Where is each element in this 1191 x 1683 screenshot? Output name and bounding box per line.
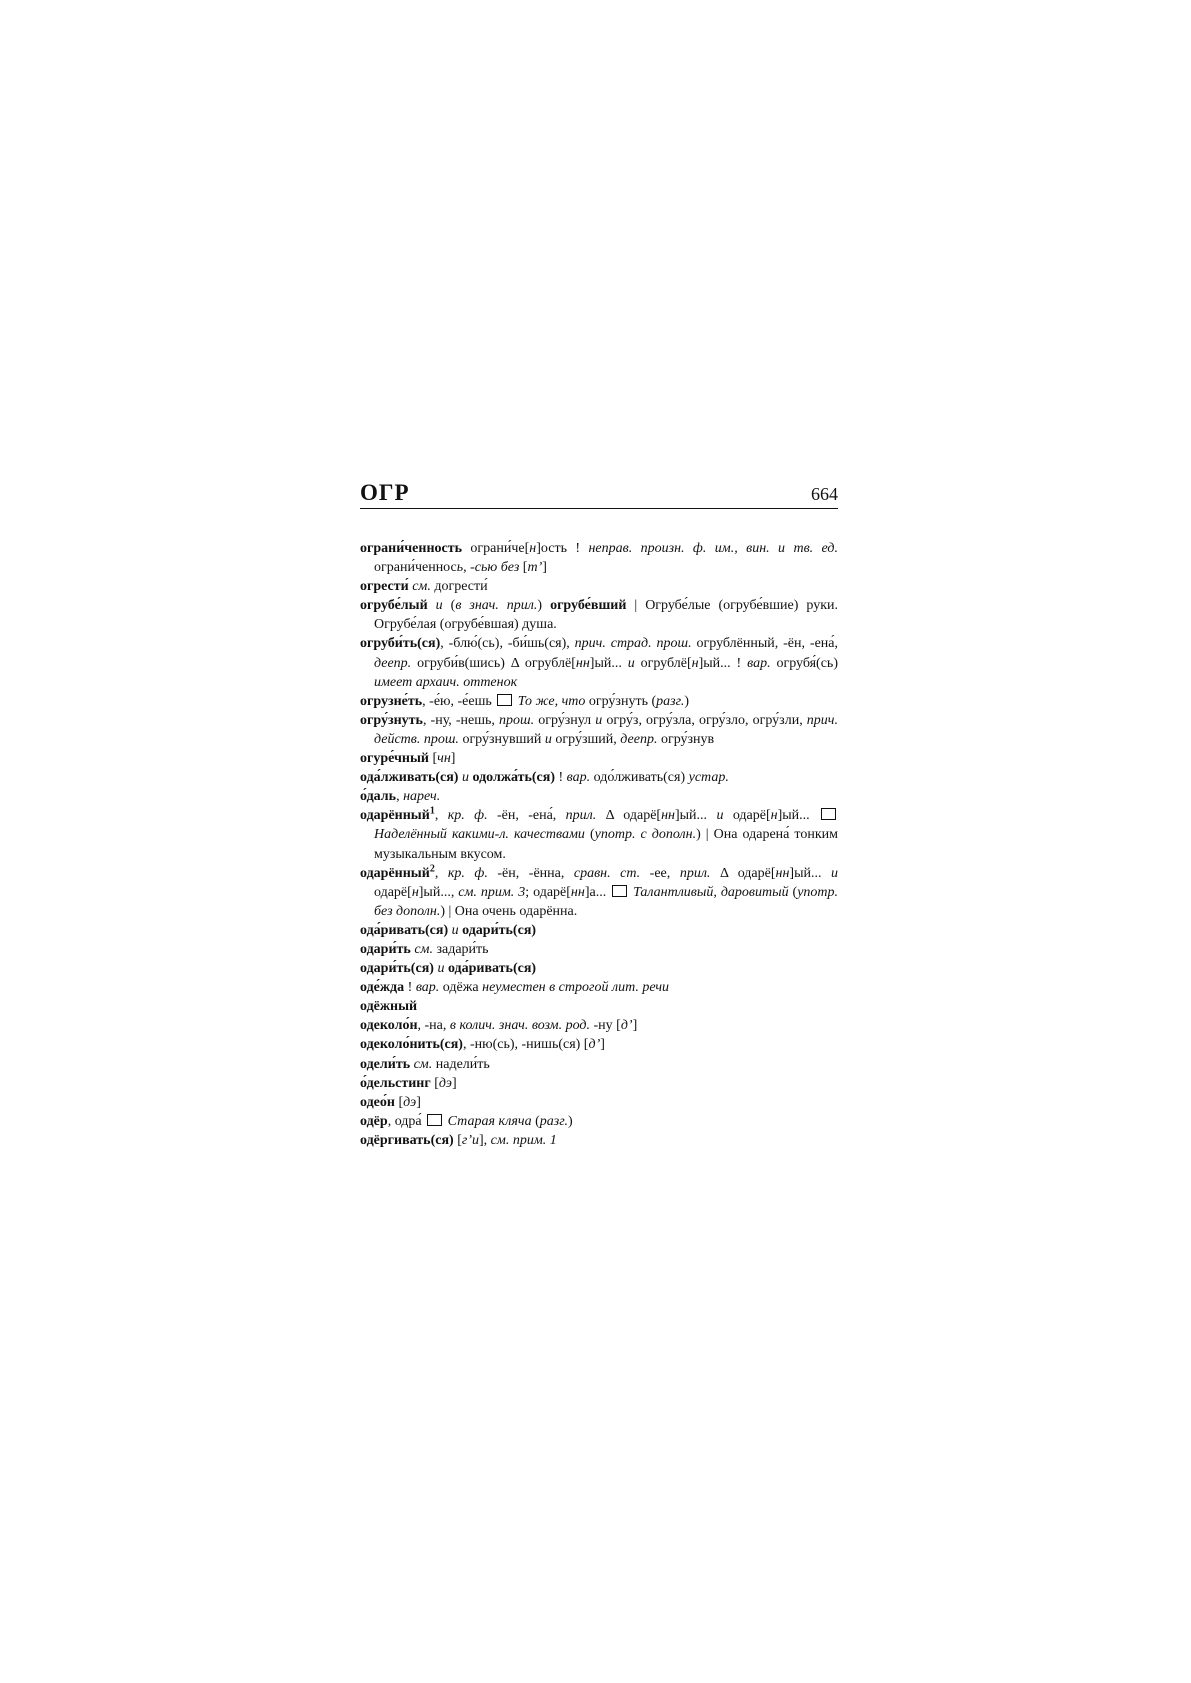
- dictionary-entry: одеколо́н, -на, в колич. знач. возм. род. -ну [д’]: [360, 1018, 638, 1034]
- dictionary-entry: одари́ть см. задари́ть: [360, 941, 489, 957]
- entry-list: [360, 539, 838, 1150]
- dictionary-entry: ограни́ченность ограни́че[н]ость ! неправ. произн. ф. им., вин. и тв. ед. ограни́ченнось, -сью без [т’]: [360, 541, 839, 576]
- dictionary-entry: одарённый$^1$, кр. ф. -ён, -ена́, прил. Δ одарё[нн]ый... и одарё[н]ый... Наделённый какими-л. качествами (употр. с дополн.) | Она одарена́ тонким музыкальным вкусом.: [360, 805, 838, 862]
- dictionary-entry: огуре́чный [чн]: [360, 751, 456, 767]
- dictionary-entry: оде́жда ! вар. одёжа неуместен в строгой лит. речи: [360, 980, 670, 996]
- definition-box-icon: [612, 885, 627, 897]
- definition-box-icon: [497, 694, 512, 706]
- definition-box-icon: [821, 808, 836, 820]
- definition-box-icon: [427, 1114, 442, 1126]
- dictionary-entry: огру́знуть, -ну, -нешь, прош. огру́знул и огру́з, огру́зла, огру́зло, огру́зли, прич. действ. прош. огру́знувший и огру́зший, деепр. огру́знув: [360, 712, 838, 747]
- dictionary-entry: огрести́ см. догрести́: [360, 579, 488, 595]
- dictionary-entry: одёргивать(ся) [г’и], см. прим. 1: [360, 1132, 557, 1148]
- dictionary-entry: одёжный: [360, 999, 418, 1015]
- dictionary-entry: одёр, одра́ Старая кляча (разг.): [360, 1113, 573, 1129]
- dictionary-entry: одели́ть см. надели́ть: [360, 1056, 490, 1072]
- dictionary-entry: одарённый$^2$, кр. ф. -ён, -ённа, сравн. ст. -ее, прил. Δ одарё[нн]ый... и одарё[н]ый..., см. прим. 3; одарё[нн]а... Талантливый, даровитый (употр. без дополн.) | Она очень одарённа.: [360, 862, 839, 919]
- dictionary-entry: о́дельстинг [дэ]: [360, 1075, 457, 1091]
- page-number: 664: [811, 484, 838, 504]
- page-header: [360, 478, 838, 509]
- running-head: ОГР: [360, 480, 410, 505]
- dictionary-entry: одео́н [дэ]: [360, 1094, 421, 1110]
- dictionary-entry: ода́лживать(ся) и одолжа́ть(ся) ! вар. одо́лживать(ся) устар.: [360, 770, 729, 786]
- dictionary-entry: огрубе́лый и (в знач. прил.) огрубе́вший | Огрубе́лые (огрубе́вшие) руки. Огрубе́лая (огрубе́вшая) душа.: [360, 598, 838, 633]
- dictionary-entry: одеколо́нить(ся), -ню(сь), -нишь(ся) [д’]: [360, 1037, 605, 1053]
- dictionary-entry: ода́ривать(ся) и одари́ть(ся): [360, 922, 537, 938]
- dictionary-page: [360, 478, 838, 1150]
- dictionary-entry: о́даль, нареч.: [360, 789, 441, 805]
- dictionary-entry: огрузне́ть, -е́ю, -е́ешь То же, что огру́знуть (разг.): [360, 693, 690, 709]
- dictionary-entry: одари́ть(ся) и ода́ривать(ся): [360, 961, 537, 977]
- dictionary-entry: огруби́ть(ся), -блю́(сь), -би́шь(ся), прич. страд. прош. огрублённый, -ён, -ена́, деепр. огруби́в(шись) Δ огрублё[нн]ый... и огрублё[н]ый... ! вар. огрубя́(сь) имеет архаич. оттенок: [360, 636, 838, 690]
